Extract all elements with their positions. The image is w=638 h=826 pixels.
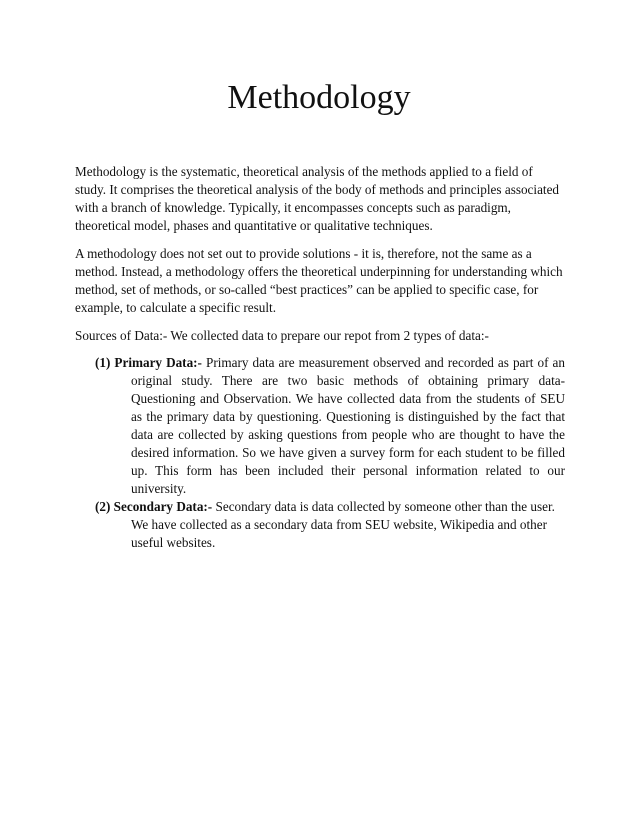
data-types-list bbox=[75, 354, 565, 552]
list-item-primary-data bbox=[95, 354, 565, 498]
document-body bbox=[75, 163, 565, 552]
list-item-text: Secondary data is data collected by someone other than the user. We have collected as a secondary data from SEU website, Wikipedia and other useful websites. bbox=[131, 499, 555, 550]
sources-intro: Sources of Data:- We collected data to prepare our repot from 2 types of data:- bbox=[75, 328, 489, 343]
paragraph-purpose: A methodology does not set out to provide solutions - it is, therefore, not the same as a method. Instead, a methodology offers the theoretical underpinning for understanding which method, set of methods, or so-called “best practices” can be applied to specific case, for example, to calculate a specific result. bbox=[75, 246, 563, 315]
page-title: Methodology bbox=[227, 79, 411, 116]
list-item-label: (1) Primary Data:- bbox=[95, 355, 202, 370]
list-item-secondary-data bbox=[95, 498, 565, 552]
paragraph-definition: Methodology is the systematic, theoretical analysis of the methods applied to a field of study. It comprises the theoretical analysis of the body of methods and principles associated with a branch of knowledge. Typically, it encompasses concepts such as paradigm, theoretical model, phases and quantitative or qualitative techniques. bbox=[75, 164, 560, 233]
list-item-label: (2) Secondary Data:- bbox=[95, 499, 213, 514]
list-item-text: Primary data are measurement observed and recorded as part of an original study. There are two basic methods of obtaining primary data- Questioning and Observation. We have collected data from the students of SEU as the primary data by questioning. Questioning is distinguished by the fact that data are collected by asking questions from people who are thought to have the desired information. So we have given a survey form for each student to be filled up. This form has been included their personal information related to our university. bbox=[131, 355, 565, 496]
